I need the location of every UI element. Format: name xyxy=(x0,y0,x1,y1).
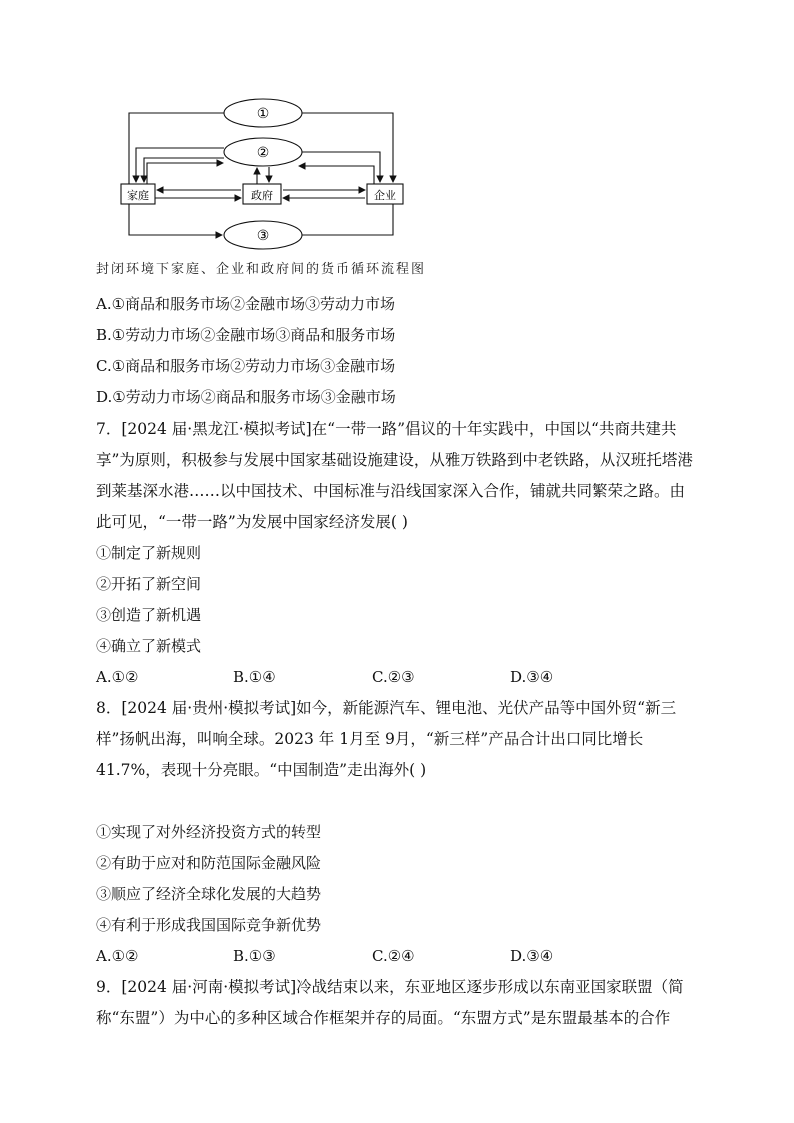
q7-choice-c: C.②③ xyxy=(372,668,415,686)
money-flow-diagram xyxy=(118,96,418,250)
q8-choice-d: D.③④ xyxy=(510,947,554,965)
q8-item-1: ①实现了对外经济投资方式的转型 xyxy=(96,823,322,841)
q8-choice-c: C.②④ xyxy=(372,947,415,965)
q7-item-1: ①制定了新规则 xyxy=(96,544,202,562)
ellipse-1-label: ① xyxy=(256,106,270,122)
government-label: 政府 xyxy=(251,189,273,202)
q8-item-4: ④有利于形成我国国际竞争新优势 xyxy=(96,916,322,934)
enterprise-label: 企业 xyxy=(374,189,396,202)
q7-item-2: ②开拓了新空间 xyxy=(96,575,202,593)
diagram-caption: 封闭环境下家庭、企业和政府间的货币循环流程图 xyxy=(96,262,427,277)
q8-item-2: ②有助于应对和防范国际金融风险 xyxy=(96,854,322,872)
q7-item-4: ④确立了新模式 xyxy=(96,637,202,655)
household-label: 家庭 xyxy=(127,189,149,202)
q6-option-b: B.①劳动力市场②金融市场③商品和服务市场 xyxy=(96,326,396,344)
q7-choice-b: B.①④ xyxy=(233,668,276,686)
ellipse-2-label: ② xyxy=(256,145,270,161)
q8-item-3: ③顺应了经济全球化发展的大趋势 xyxy=(96,885,322,903)
q6-option-a: A.①商品和服务市场②金融市场③劳动力市场 xyxy=(96,295,396,313)
q7-choice-d: D.③④ xyxy=(510,668,554,686)
ellipse-3-label: ③ xyxy=(256,228,270,244)
q7-choice-a: A.①② xyxy=(96,668,139,686)
q6-option-d: D.①劳动力市场②商品和服务市场③金融市场 xyxy=(96,388,396,406)
q8-stem: 8．[2024 届·贵州·模拟考试]如今，新能源汽车、锂电池、光伏产品等中国外贸“新三样”扬帆出海，叫响全球。2023 年 1月至 9月，“新三样”产品合计出口同比增长41.7%，表现十分亮眼。“中国制造”走出海外( ) xyxy=(96,699,677,779)
q7-stem: 7．[2024 届·黑龙江·模拟考试]在“一带一路”倡议的十年实践中，中国以“共商共建共享”为原则，积极参与发展中国家基础设施建设，从雅万铁路到中老铁路，从汉班托塔港到莱基深水港……以中国技术、中国标准与沿线国家深入合作，铺就共同繁荣之路。由此可见，“一带一路”为发展中国家经济发展( ) xyxy=(96,420,693,531)
q7-item-3: ③创造了新机遇 xyxy=(96,606,202,624)
q8-choice-a: A.①② xyxy=(96,947,139,965)
q8-choice-b: B.①③ xyxy=(233,947,276,965)
q9-stem: 9．[2024 届·河南·模拟考试]冷战结束以来，东亚地区逐步形成以东南亚国家联盟（简称“东盟”）为中心的多种区域合作框架并存的局面。“东盟方式”是东盟最基本的合作 xyxy=(96,978,684,1027)
q6-option-c: C.①商品和服务市场②劳动力市场③金融市场 xyxy=(96,357,396,375)
